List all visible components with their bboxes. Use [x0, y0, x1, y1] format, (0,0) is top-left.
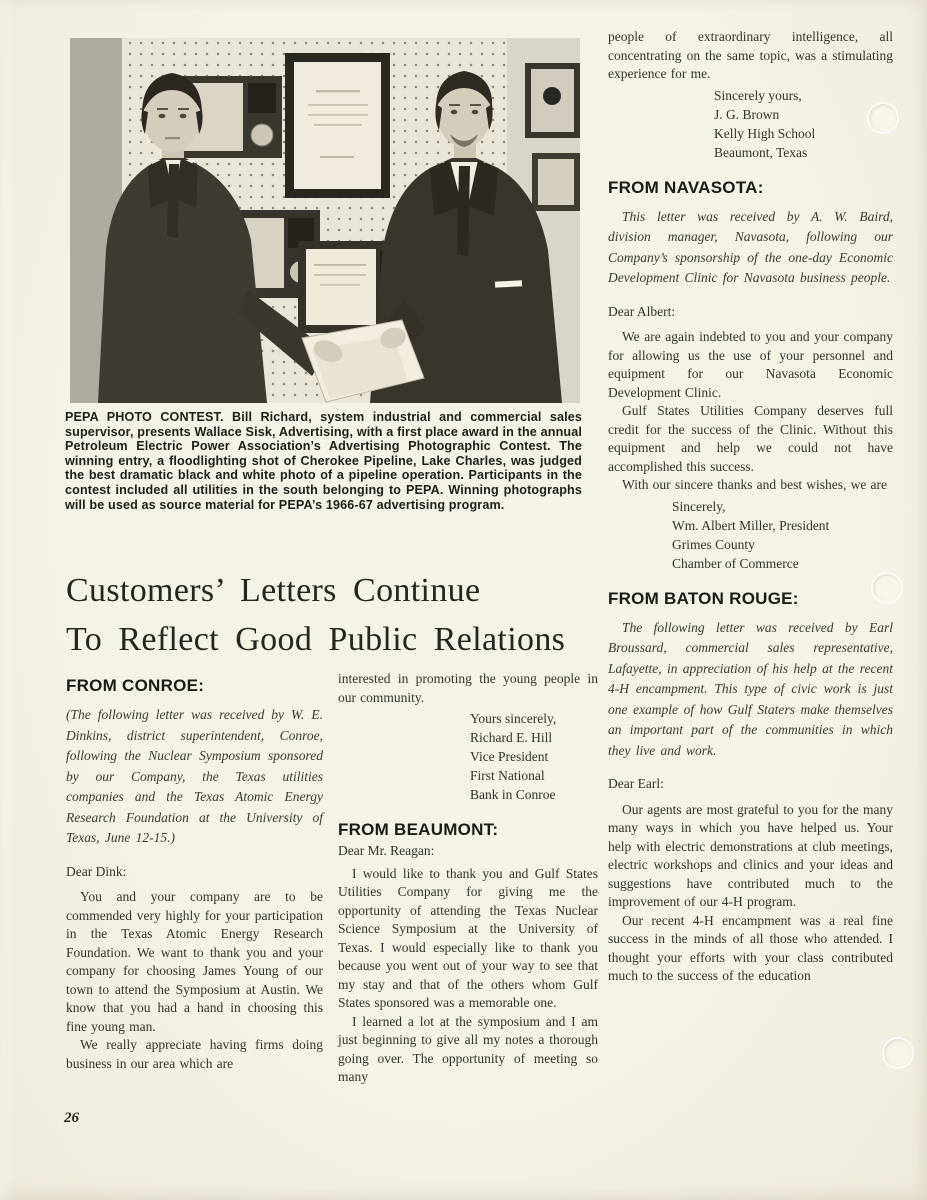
- headline-line-1: Customers’ Letters Continue: [66, 572, 481, 609]
- section-heading-baton-rouge: FROM BATON ROUGE:: [608, 588, 799, 608]
- photo-caption: PEPA PHOTO CONTEST. Bill Richard, system industrial and commercial sales supervisor, presents Wallace Sisk, Advertising, with a first place award in the annual Petroleum Electric Power Association’s Advertising Photographic Contest. The winning entry, a floodlighting shot of Cherokee Pipeline, Lake Charles, was judged the best dramatic black and white photo of a pipeline operation. Participants in the contest included all utilities in the south belonging to PEPA. Winning photographs will be used as source material for PEPA’s 1966-67 advertising program.: [65, 410, 582, 512]
- letter-paragraph: With our sincere thanks and best wishes, we are: [622, 477, 887, 492]
- column-right: [608, 28, 893, 986]
- headline-line-2: To Reflect Good Public Relations: [66, 621, 566, 658]
- article-headline: [66, 566, 606, 664]
- section-heading-beaumont: FROM BEAUMONT:: [338, 820, 499, 839]
- letter-paragraph: We really appreciate having firms doing business in our area which are: [66, 1037, 323, 1071]
- signoff-line: Chamber of Commerce: [672, 555, 799, 571]
- letter-paragraph: Our agents are most grateful to you for the many many ways in which you have helped us. Your help with electric demonstrations at club meetings, electric workshops and clinics and your ideas and suggestions have contributed much to the improvement of our 4-H program.: [608, 801, 893, 909]
- letter-intro-navasota: This letter was received by A. W. Baird, division manager, Navasota, following our Company’s sponsorship of the one-day Economic Development Clinic for Navasota business people.: [608, 208, 893, 285]
- letter-paragraph: Our recent 4-H encampment was a real fine success in the minds of all those who attended. I thought your efforts with your class contributed much to the success of the education: [608, 912, 893, 983]
- signoff-line: Vice President: [470, 749, 549, 764]
- signoff-beaumont: [714, 86, 893, 162]
- signoff-line: Wm. Albert Miller, President: [672, 517, 830, 533]
- letter-paragraph: Gulf States Utilities Company deserves full credit for the success of the Clinic. Without this equipment and help we could not have accomplished this success.: [608, 403, 893, 474]
- signoff-line: J. G. Brown: [714, 106, 780, 122]
- letter-paragraph: I learned a lot at the symposium and I am just beginning to give all my notes a thorough going over. The opportunity of meeting so many: [338, 1013, 598, 1084]
- letter-paragraph: I would like to thank you and Gulf States Utilities Company for giving me the opportunity of attending the Texas Nuclear Science Symposium at the University of Texas. I would especially like to thank you because you went out of your way to see that my stay and that of the others whom Gulf States sponsored was a memorable one.: [338, 865, 598, 1010]
- salutation-navasota: Dear Albert:: [608, 303, 676, 319]
- signoff-line: Sincerely,: [672, 498, 726, 514]
- column-left: [66, 676, 323, 1073]
- letter-paragraph-continued: interested in promoting the young people in our community.: [338, 671, 598, 705]
- page-number: 26: [64, 1110, 79, 1126]
- signoff-line: Yours sincerely,: [470, 711, 557, 726]
- punch-hole: [884, 1039, 912, 1067]
- letter-paragraph: You and your company are to be commended very highly for your participation in the Texas Atomic Energy Research Foundation. We want to thank you and your company for choosing James Young of our town to attend the Symposium at Austin. We know that you had a hand in choosing this fine young man.: [66, 889, 323, 1034]
- column-middle: [338, 670, 598, 1087]
- signoff-line: Sincerely yours,: [714, 87, 802, 103]
- salutation-conroe: Dear Dink:: [66, 863, 127, 879]
- letter-paragraph-continued: people of extraordinary intelligence, all concentrating on the same topic, was a stimulating experience for me.: [608, 29, 893, 81]
- punch-hole: [869, 104, 897, 132]
- letter-intro-conroe: (The following letter was received by W. E. Dinkins, district superintendent, Conroe, following the Nuclear Symposium sponsored by our Company, the Texas utilities companies and the Texas Atomic Energy Research Foundation at the University of Texas, June 12-15.): [66, 707, 323, 845]
- salutation-beaumont: Dear Mr. Reagan:: [338, 843, 435, 858]
- salutation-baton-rouge: Dear Earl:: [608, 776, 664, 791]
- letter-paragraph: We are again indebted to you and your company for allowing us the use of your personnel and equipment for our Navasota Economic Development Clinic.: [608, 329, 893, 400]
- signoff-conroe: [470, 709, 598, 804]
- section-heading-conroe: FROM CONROE:: [66, 676, 205, 695]
- signoff-line: Beaumont, Texas: [714, 144, 808, 160]
- letter-intro-baton-rouge: The following letter was received by Earl Broussard, commercial sales representative, Lafayette, in appreciation of his help at the recent 4-H encampment. This type of civic work is just one example of how Gulf Staters make themselves an important part of the communities in which they live and work.: [608, 619, 893, 758]
- signoff-line: Richard E. Hill: [470, 730, 553, 745]
- signoff-line: Grimes County: [672, 536, 755, 552]
- award-presentation-photo: [70, 38, 580, 403]
- signoff-navasota: [672, 497, 893, 573]
- signoff-line: Kelly High School: [714, 125, 816, 141]
- signoff-line: First National: [470, 768, 545, 783]
- signoff-line: Bank in Conroe: [470, 787, 556, 802]
- section-heading-navasota: FROM NAVASOTA:: [608, 177, 764, 197]
- punch-hole: [873, 574, 901, 602]
